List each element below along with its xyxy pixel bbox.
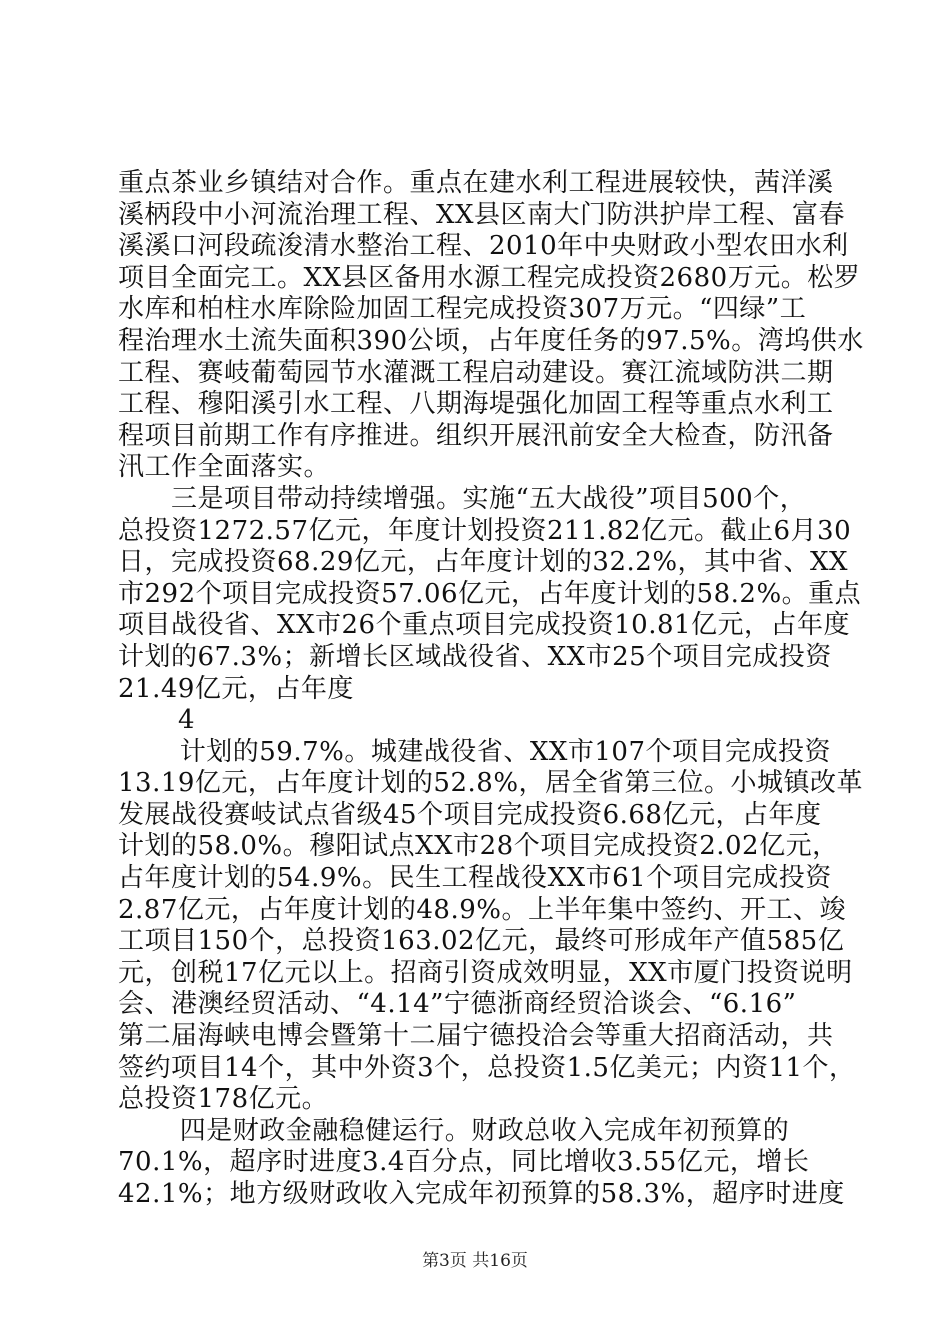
text-line: 三是项目带动持续增强。实施“五大战役”项目500个， [118, 483, 807, 514]
text-line: 占年度计划的54.9%。民生工程战役XX市61个项目完成投资 [118, 863, 832, 894]
text-line: 计划的58.0%。穆阳试点XX市28个项目完成投资2.02亿元， [118, 831, 839, 862]
text-line: 2.87亿元，占年度计划的48.9%。上半年集中签约、开工、竣 [118, 894, 846, 925]
text-line: 签约项目14个，其中外资3个，总投资1.5亿美元；内资11个， [118, 1052, 856, 1083]
page-counter: 第3页 共16页 [422, 1251, 528, 1271]
text-line: 项目战役省、XX市26个重点项目完成投资10.81亿元，占年度 [118, 610, 851, 641]
text-line: 元，创税17亿元以上。招商引资成效明显，XX市厦门投资说明 [118, 957, 853, 988]
text-line: 计划的59.7%。城建战役省、XX市107个项目完成投资 [118, 736, 832, 767]
text-line: 42.1%；地方级财政收入完成年初预算的58.3%，超序时进度 [118, 1179, 845, 1209]
text-line: 程项目前期工作有序推进。组织开展汛前安全大检查，防汛备 [118, 420, 834, 451]
text-line: 四是财政金融稳健运行。财政总收入完成年初预算的 [118, 1115, 790, 1146]
body-text [118, 168, 864, 1211]
text-line: 70.1%，超序时进度3.4百分点，同比增收3.55亿元，增长 [118, 1147, 810, 1178]
text-line: 工程、赛岐葡萄园节水灌溉工程启动建设。赛江流域防洪二期 [118, 357, 834, 388]
text-line: 汛工作全面落实。 [118, 452, 331, 483]
text-line: 溪柄段中小河流治理工程、XX县区南大门防洪护岸工程、富春 [118, 199, 846, 230]
text-line: 总投资178亿元。 [118, 1084, 329, 1115]
text-line: 总投资1272.57亿元，年度计划投资211.82亿元。截止6月30 [118, 515, 852, 546]
text-line: 市292个项目完成投资57.06亿元，占年度计划的58.2%。重点 [118, 578, 862, 609]
text-line: 重点茶业乡镇结对合作。重点在建水利工程进展较快，茜洋溪 [118, 168, 834, 198]
text-line: 发展战役赛岐试点省级45个项目完成投资6.68亿元，占年度 [118, 799, 822, 830]
text-line: 水库和柏柱水库除险加固工程完成投资307万元。“四绿”工 [118, 294, 807, 325]
text-line: 工程、穆阳溪引水工程、八期海堤强化加固工程等重点水利工 [118, 389, 834, 420]
inline-page-number: 4 [178, 705, 196, 736]
text-line: 13.19亿元，占年度计划的52.8%，居全省第三位。小城镇改革 [118, 768, 864, 799]
page-footer [0, 1246, 950, 1271]
text-line: 溪溪口河段疏浚清水整治工程、2010年中央财政小型农田水利 [118, 231, 849, 262]
text-line: 第二届海峡电博会暨第十二届宁德投洽会等重大招商活动，共 [118, 1021, 834, 1052]
text-line: 程治理水土流失面积390公顷，占年度任务的97.5%。湾坞供水 [118, 325, 864, 356]
text-line: 工项目150个，总投资163.02亿元，最终可形成年产值585亿 [118, 926, 845, 957]
text-line: 项目全面完工。XX县区备用水源工程完成投资2680万元。松罗 [118, 262, 861, 293]
text-line: 计划的67.3%；新增长区域战役省、XX市25个项目完成投资 [118, 641, 832, 672]
text-line: 21.49亿元，占年度 [118, 673, 354, 704]
text-line: 日，完成投资68.29亿元，占年度计划的32.2%，其中省、XX [118, 547, 849, 578]
text-line: 会、港澳经贸活动、“4.14”宁德浙商经贸洽谈会、“6.16” [118, 989, 797, 1020]
